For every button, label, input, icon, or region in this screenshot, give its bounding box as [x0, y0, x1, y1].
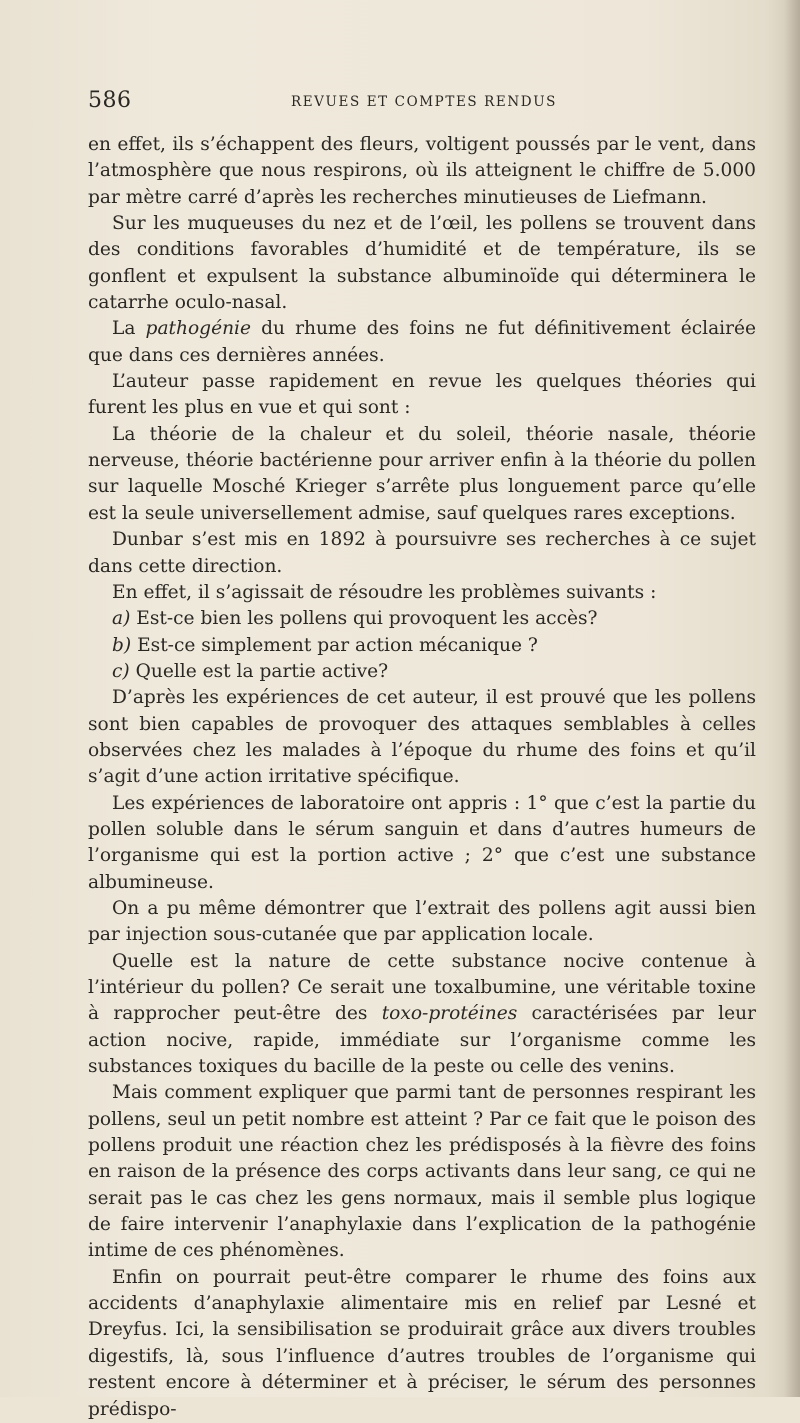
question-item	[88, 633, 756, 659]
question-text: Est-ce bien les pollens qui provoquent les accès?	[136, 608, 598, 630]
paragraph: D’après les expériences de cet auteur, il est prouvé que les pollens sont bien capables de provoquer des attaques semblables à celles observées chez les malades à l’époque du rhume des foins et qu’il s’agit d’une action irritative spécifique.	[88, 687, 756, 788]
question-text: Est-ce simplement par action mécanique ?	[137, 634, 538, 656]
question-marker: b)	[112, 634, 132, 656]
paragraph	[88, 316, 756, 369]
text-run: La	[112, 318, 146, 340]
paragraph: La théorie de la chaleur et du soleil, théorie nasale, théorie nerveuse, théorie bactérienne pour arriver enfin à la théorie du pollen sur laquelle Mosché Krieger s’arrête plus longuement parce qu’elle est la seule universellement admise, sauf quelques rares exceptions.	[88, 423, 756, 524]
paragraph: En effet, il s’agissait de résoudre les problèmes suivants :	[112, 581, 657, 603]
paragraph: Mais comment expliquer que parmi tant de personnes respirant les pollens, seul un petit nombre est atteint ? Par ce fait que le poison des pollens produit une réaction chez les prédisposés à la fièvre des foins en raison de la présence des corps activants dans leur sang, ce qui ne serait pas le cas chez les gens normaux, mais il semble plus logique de faire intervenir l’anaphylaxie dans l’explication de la pathogénie intime de ces phénomènes.	[88, 1082, 756, 1262]
body-text	[88, 132, 756, 1423]
text-run: Quelle est la nature de cette substance nocive contenue à l’intérieur du pollen? Ce serait une toxalbumine, une véritable toxine à rapprocher peut-être des	[88, 950, 756, 1025]
paragraph: Dunbar s’est mis en 1892 à poursuivre ses recherches à ce sujet dans cette direction.	[88, 529, 756, 577]
question-marker: c)	[112, 660, 130, 682]
paragraph: Sur les muqueuses du nez et de l’œil, les pollens se trouvent dans des conditions favorables d’humidité et de température, ils se gonflent et expulsent la substance albuminoïde qui déterminera le catarrhe oculo-nasal.	[88, 213, 756, 314]
italic-term: pathogénie	[145, 318, 252, 340]
text-run: caractérisées par leur action nocive, rapide, immédiate sur l’organisme comme les substances toxiques du bacille de la peste ou celle des venins.	[88, 1003, 757, 1078]
paragraph	[88, 949, 756, 1081]
question-item	[88, 606, 756, 632]
page-edge-shadow	[784, 0, 800, 1397]
paragraph: L’auteur passe rapidement en revue les quelques théories qui furent les plus en vue et qui sont :	[88, 371, 756, 419]
page-number: 586	[88, 88, 132, 113]
question-marker: a)	[112, 608, 131, 630]
paragraph: On a pu même démontrer que l’extrait des pollens agit aussi bien par injection sous-cutanée que par application locale.	[88, 897, 756, 946]
page-header	[88, 88, 760, 118]
paragraph: en effet, ils s’échappent des fleurs, voltigent poussés par le vent, dans l’atmosphère que nous respirons, où ils atteignent le chiffre de 5.000 par mètre carré d’après les recherches minutieuses de Liefmann.	[88, 134, 756, 208]
italic-term: toxo-protéines	[381, 1003, 518, 1025]
text-run: du rhume des foins ne fut définitivement éclairée que dans ces dernières années.	[88, 318, 757, 366]
paragraph: Les expériences de laboratoire ont appris : 1° que c’est la partie du pollen soluble dans le sérum sanguin et dans d’autres humeurs de l’organisme qui est la portion active ; 2° que c’est une substance albumineuse.	[88, 792, 756, 893]
running-head: REVUES ET COMPTES RENDUS	[290, 94, 558, 110]
question-text: Quelle est la partie active?	[135, 660, 389, 682]
paragraph: Enfin on pourrait peut-être comparer le rhume des foins aux accidents d’anaphylaxie alimentaire mis en relief par Lesné et Dreyfus. Ici, la sensibilisation se produirait grâce aux divers troubles digestifs, là, sous l’influence d’autres troubles de l’organisme qui restent encore à déterminer et à préciser, le sérum des personnes prédispo-	[88, 1266, 756, 1420]
question-item	[88, 659, 756, 685]
